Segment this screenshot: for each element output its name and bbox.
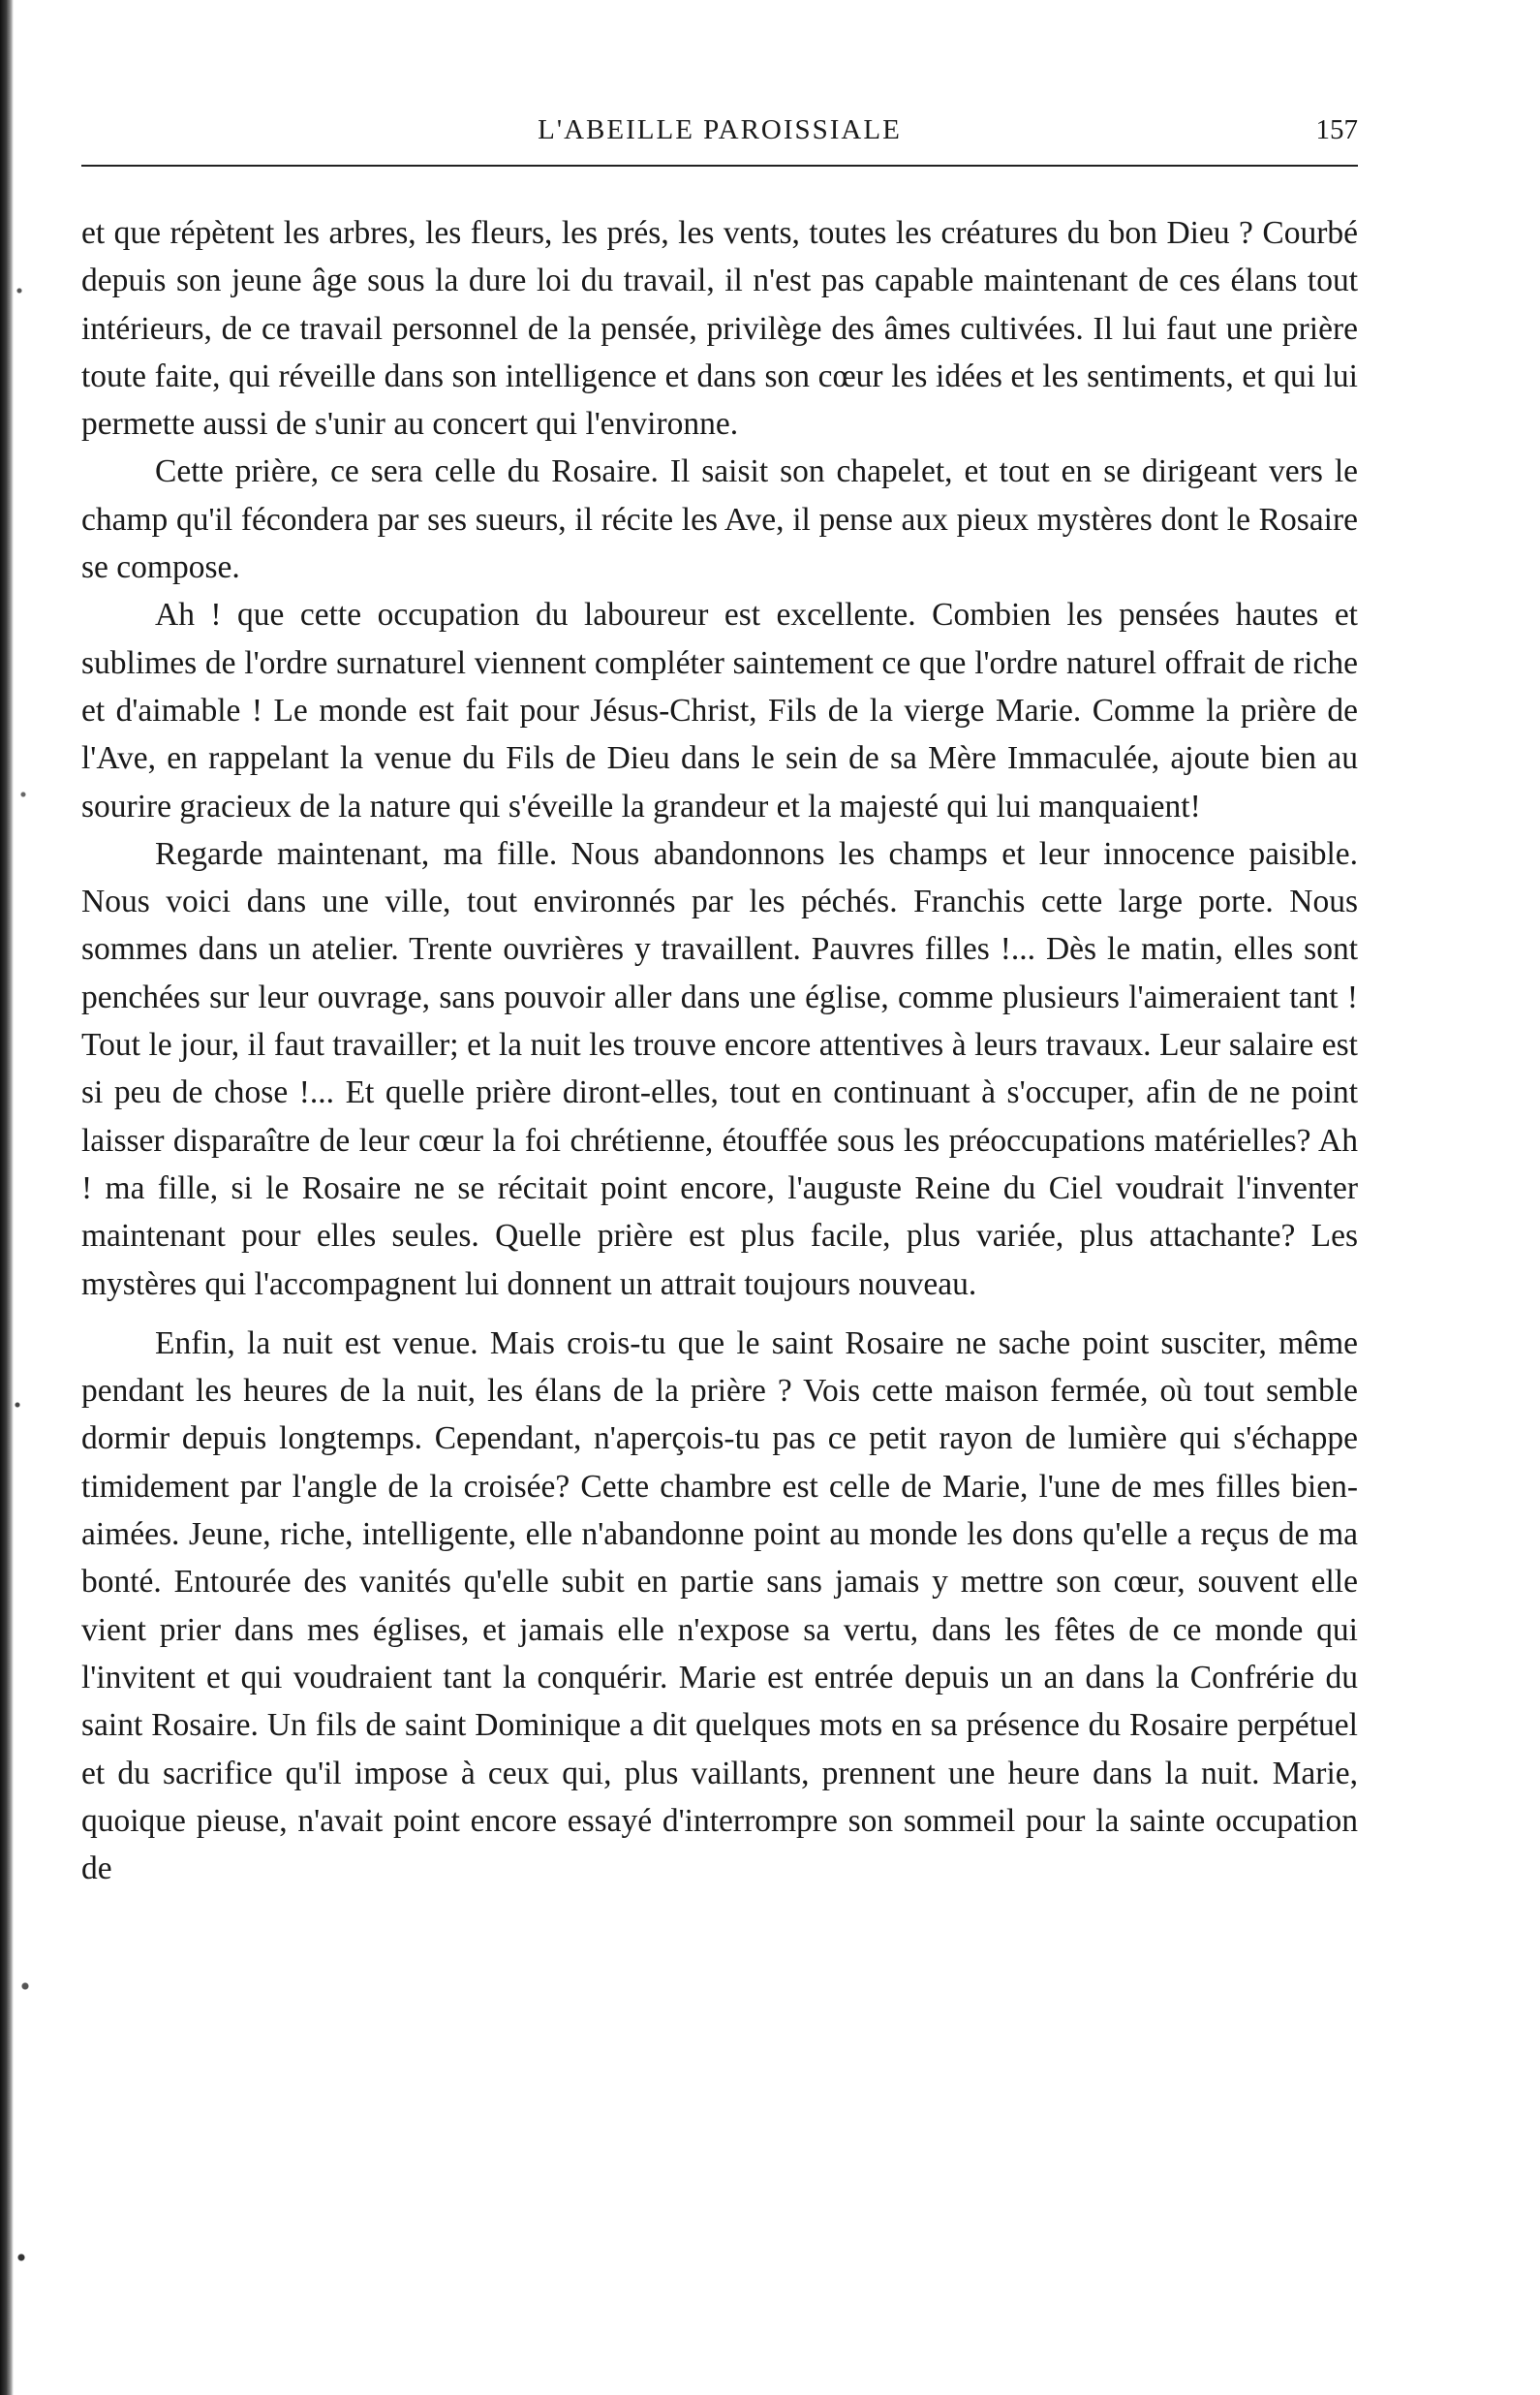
paragraph: Ah ! que cette occupation du laboureur est excellente. Combien les pensées hautes et sublimes de l'ordre surnaturel viennent compléter saintement ce que l'ordre naturel offrait de riche et d'aimable ! Le monde est fait pour Jésus-Christ, Fils de la vierge Marie. Comme la prière de l'Ave, en rappelant la venue du Fils de Dieu dans le sein de sa Mère Immaculée, ajoute bien au sourire gracieux de la nature qui s'éveille la grandeur et la majesté qui lui manquaient!	[81, 597, 1358, 824]
page-number: 157	[1315, 114, 1358, 145]
page-header	[81, 114, 1358, 157]
body-text	[81, 209, 1358, 1892]
paragraph: Enfin, la nuit est venue. Mais crois-tu que le saint Rosaire ne sache point susciter, même pendant les heures de la nuit, les élans de la prière ? Vois cette maison fermée, où tout semble dormir depuis longtemps. Cependant, n'aperçois-tu pas ce petit rayon de lumière qui s'échappe timidement par l'angle de la croisée? Cette chambre est celle de Marie, l'une de mes filles bien-aimées. Jeune, riche, intelligente, elle n'abandonne point au monde les dons qu'elle a reçus de ma bonté. Entourée des vanités qu'elle subit en partie sans jamais y mettre son cœur, souvent elle vient prier dans mes églises, et jamais elle n'expose sa vertu, dans les fêtes de ce monde qui l'invitent et qui voudraient tant la conquérir. Marie est entrée depuis un an dans la Confrérie du saint Rosaire. Un fils de saint Dominique a dit quelques mots en sa présence du Rosaire perpétuel et du sacrifice qu'il impose à ceux qui, plus vaillants, prennent une heure dans la nuit. Marie, quoique pieuse, n'avait point encore essayé d'interrompre son sommeil pour la sainte occupation de	[81, 1324, 1358, 1887]
paragraph: Cette prière, ce sera celle du Rosaire. Il saisit son chapelet, et tout en se dirigeant vers le champ qu'il fécondera par ses sueurs, il récite les Ave, il pense aux pieux mystères dont le Rosaire se compose.	[81, 453, 1358, 586]
header-rule	[81, 165, 1358, 167]
page-binding-shadow	[0, 0, 14, 2395]
running-title: L'ABEILLE PAROISSIALE	[538, 114, 902, 145]
paragraph: et que répètent les arbres, les fleurs, les prés, les vents, toutes les créatures du bon Dieu ? Courbé depuis son jeune âge sous la dure loi du travail, il n'est pas capable maintenant de ces élans tout intérieurs, de ce travail personnel de la pensée, privilège des âmes cultivées. Il lui faut une prière toute faite, qui réveille dans son intelligence et dans son cœur les idées et les sentiments, et qui lui permette aussi de s'unir au concert qui l'environne.	[81, 215, 1358, 443]
paragraph: Regarde maintenant, ma fille. Nous abandonnons les champs et leur innocence paisible. Nous voici dans une ville, tout environnés par les péchés. Franchis cette large porte. Nous sommes dans un atelier. Trente ouvrières y travaillent. Pauvres filles !... Dès le matin, elles sont penchées sur leur ouvrage, sans pouvoir aller dans une église, comme plusieurs l'aimeraient tant ! Tout le jour, il faut travailler; et la nuit les trouve encore attentives à leurs travaux. Leur salaire est si peu de chose !... Et quelle prière diront-elles, tout en continuant à s'occuper, afin de ne point laisser disparaître de leur cœur la foi chrétienne, étouffée sous les préoccupations matérielles? Ah ! ma fille, si le Rosaire ne se récitait point encore, l'auguste Reine du Ciel voudrait l'inventer maintenant pour elles seules. Quelle prière est plus facile, plus variée, plus attachante? Les mystères qui l'accompagnent lui donnent un attrait toujours nouveau.	[81, 835, 1358, 1302]
page-binding-specks	[14, 0, 52, 2395]
